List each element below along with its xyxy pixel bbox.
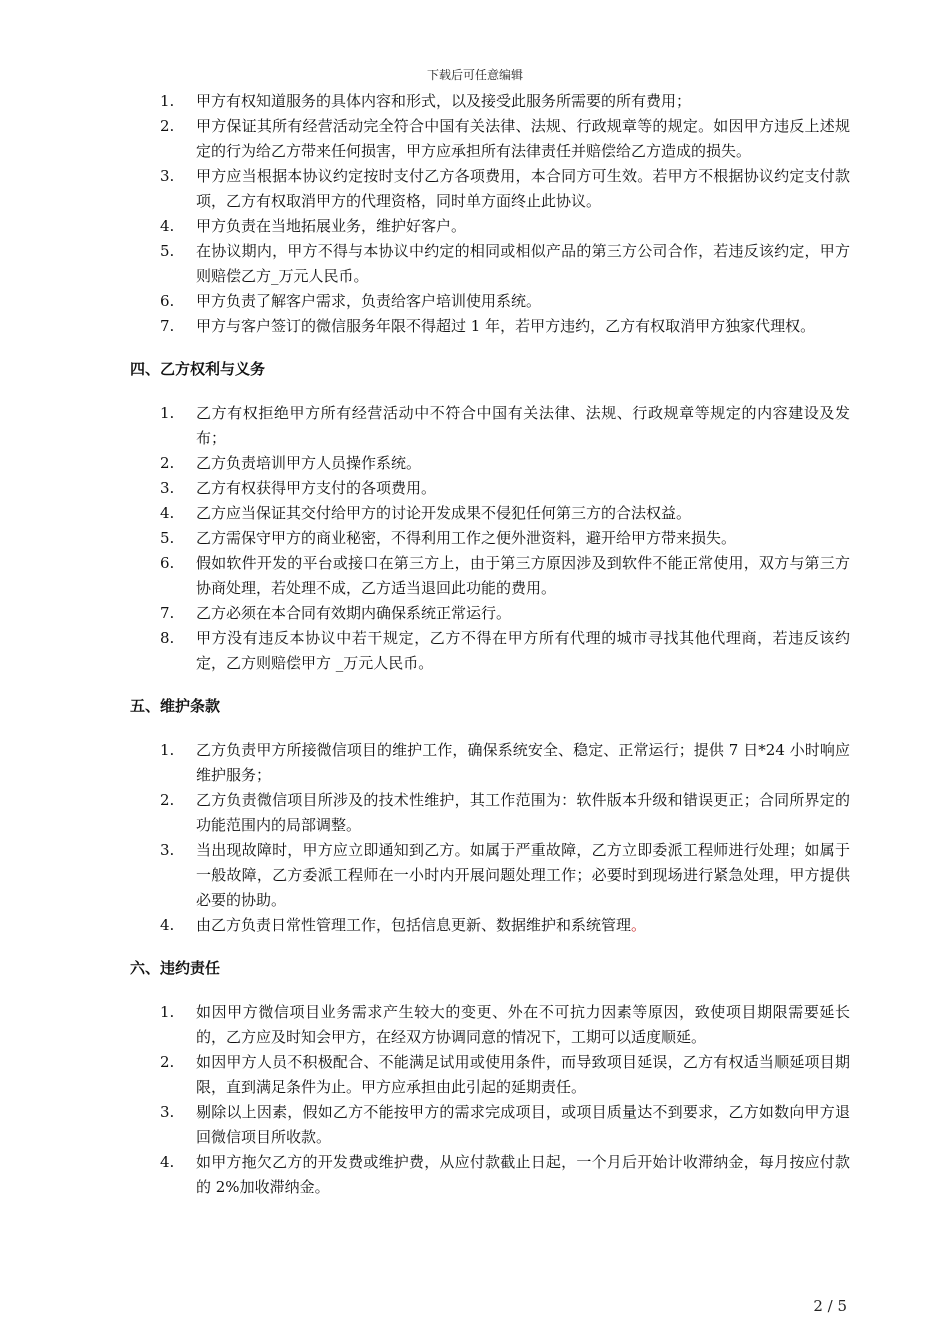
list-item — [130, 501, 850, 526]
list-item — [130, 401, 850, 451]
item-number: 6. — [160, 292, 175, 310]
item-number: 3. — [160, 479, 175, 497]
list-item — [130, 551, 850, 601]
item-number: 1. — [160, 741, 175, 759]
item-number: 5. — [160, 242, 175, 260]
item-text-main: 由乙方负责日常性管理工作，包括信息更新、数据维护和系统管理 — [196, 916, 632, 934]
list-item — [130, 1000, 850, 1050]
item-number: 7. — [160, 317, 175, 335]
list-item — [130, 1050, 850, 1100]
list-item — [130, 239, 850, 289]
page-number: 2 / 5 — [813, 1297, 847, 1315]
list-item — [130, 788, 850, 838]
list-item — [130, 89, 850, 114]
item-text: 乙方需保守甲方的商业秘密，不得利用工作之便外泄资料，避开给甲方带来损失。 — [196, 529, 737, 547]
item-text: 乙方有权拒绝甲方所有经营活动中不符合中国有关法律、法规、行政规章等规定的内容建设及发布； — [196, 404, 850, 447]
list-item — [130, 451, 850, 476]
list-item — [130, 738, 850, 788]
list-item — [130, 913, 850, 938]
item-number: 2. — [160, 1053, 175, 1071]
item-text: 剔除以上因素，假如乙方不能按甲方的需求完成项目，或项目质量达不到要求，乙方如数向甲方退回微信项目所收款。 — [196, 1103, 850, 1146]
item-number: 3. — [160, 1103, 175, 1121]
item-text: 甲方负责了解客户需求，负责给客户培训使用系统。 — [196, 292, 542, 310]
item-number: 2. — [160, 454, 175, 472]
maintenance-list — [130, 738, 850, 938]
liability-list — [130, 1000, 850, 1200]
item-text: 如因甲方人员不积极配合、不能满足试用或使用条件，而导致项目延误，乙方有权适当顺延项目期限，直到满足条件为止。甲方应承担由此引起的延期责任。 — [196, 1053, 850, 1096]
list-item — [130, 214, 850, 239]
section-title-maintenance: 五、维护条款 — [130, 697, 221, 715]
item-number: 4. — [160, 217, 175, 235]
item-text: 乙方负责甲方所接微信项目的维护工作，确保系统安全、稳定、正常运行；提供 7 日*24 小时响应维护服务； — [196, 741, 850, 784]
item-text: 假如软件开发的平台或接口在第三方上，由于第三方原因涉及到软件不能正常使用，双方与第三方协商处理，若处理不成，乙方适当退回此功能的费用。 — [196, 554, 850, 597]
item-text: 甲方保证其所有经营活动完全符合中国有关法律、法规、行政规章等的规定。如因甲方违反上述规定的行为给乙方带来任何损害，甲方应承担所有法律责任并赔偿给乙方造成的损失。 — [196, 117, 850, 160]
item-text: 当出现故障时，甲方应立即通知到乙方。如属于严重故障，乙方立即委派工程师进行处理；如属于一般故障，乙方委派工程师在一小时内开展问题处理工作；必要时到现场进行紧急处理，甲方提供必要的协助。 — [196, 841, 850, 909]
item-text: 如甲方拖欠乙方的开发费或维护费，从应付款截止日起，一个月后开始计收滞纳金，每月按应付款的 2%加收滞纳金。 — [196, 1153, 850, 1196]
item-text: 甲方负责在当地拓展业务，维护好客户。 — [196, 217, 467, 235]
item-number: 6. — [160, 554, 175, 572]
item-text: 甲方应当根据本协议约定按时支付乙方各项费用，本合同方可生效。若甲方不根据协议约定支付款项，乙方有权取消甲方的代理资格，同时单方面终止此协议。 — [196, 167, 850, 210]
list-item — [130, 476, 850, 501]
list-item — [130, 114, 850, 164]
item-number: 2. — [160, 117, 175, 135]
list-item — [130, 164, 850, 214]
item-text: 乙方应当保证其交付给甲方的讨论开发成果不侵犯任何第三方的合法权益。 — [196, 504, 692, 522]
item-text-tail: 。 — [631, 916, 647, 934]
list-item — [130, 1100, 850, 1150]
item-text: 乙方负责微信项目所涉及的技术性维护，其工作范围为：软件版本升级和错误更正；合同所界定的功能范围内的局部调整。 — [196, 791, 850, 834]
section-title-liability: 六、违约责任 — [130, 959, 221, 977]
item-number: 7. — [160, 604, 175, 622]
item-text — [196, 913, 850, 938]
party-b-list — [130, 401, 850, 676]
item-text: 甲方有权知道服务的具体内容和形式，以及接受此服务所需要的所有费用； — [196, 92, 692, 110]
item-number: 1. — [160, 404, 175, 422]
list-item — [130, 526, 850, 551]
item-text: 乙方负责培训甲方人员操作系统。 — [196, 454, 422, 472]
item-text: 甲方与客户签订的微信服务年限不得超过 1 年，若甲方违约，乙方有权取消甲方独家代理权。 — [196, 317, 816, 335]
item-number: 4. — [160, 916, 175, 934]
item-text: 甲方没有违反本协议中若干规定，乙方不得在甲方所有代理的城市寻找其他代理商，若违反该约定，乙方则赔偿甲方 _万元人民币。 — [196, 629, 850, 672]
item-number: 2. — [160, 791, 175, 809]
item-text: 乙方必须在本合同有效期内确保系统正常运行。 — [196, 604, 512, 622]
list-item — [130, 289, 850, 314]
list-item — [130, 601, 850, 626]
item-number: 8. — [160, 629, 175, 647]
item-number: 4. — [160, 504, 175, 522]
item-number: 1. — [160, 1003, 175, 1021]
list-item — [130, 626, 850, 676]
item-number: 3. — [160, 167, 175, 185]
item-text: 乙方有权获得甲方支付的各项费用。 — [196, 479, 437, 497]
list-item — [130, 1150, 850, 1200]
item-number: 3. — [160, 841, 175, 859]
list-item — [130, 314, 850, 339]
item-text: 如因甲方微信项目业务需求产生较大的变更、外在不可抗力因素等原因，致使项目期限需要延长的，乙方应及时知会甲方，在经双方协调同意的情况下，工期可以适度顺延。 — [196, 1003, 850, 1046]
party-a-list — [130, 89, 850, 339]
item-number: 1. — [160, 92, 175, 110]
item-number: 4. — [160, 1153, 175, 1171]
header-note: 下载后可任意编辑 — [426, 68, 523, 82]
item-number: 5. — [160, 529, 175, 547]
item-text: 在协议期内，甲方不得与本协议中约定的相同或相似产品的第三方公司合作，若违反该约定，甲方则赔偿乙方_万元人民币。 — [196, 242, 850, 285]
list-item — [130, 838, 850, 913]
section-title-party-b: 四、乙方权利与义务 — [130, 360, 266, 378]
document-body — [130, 89, 850, 1200]
